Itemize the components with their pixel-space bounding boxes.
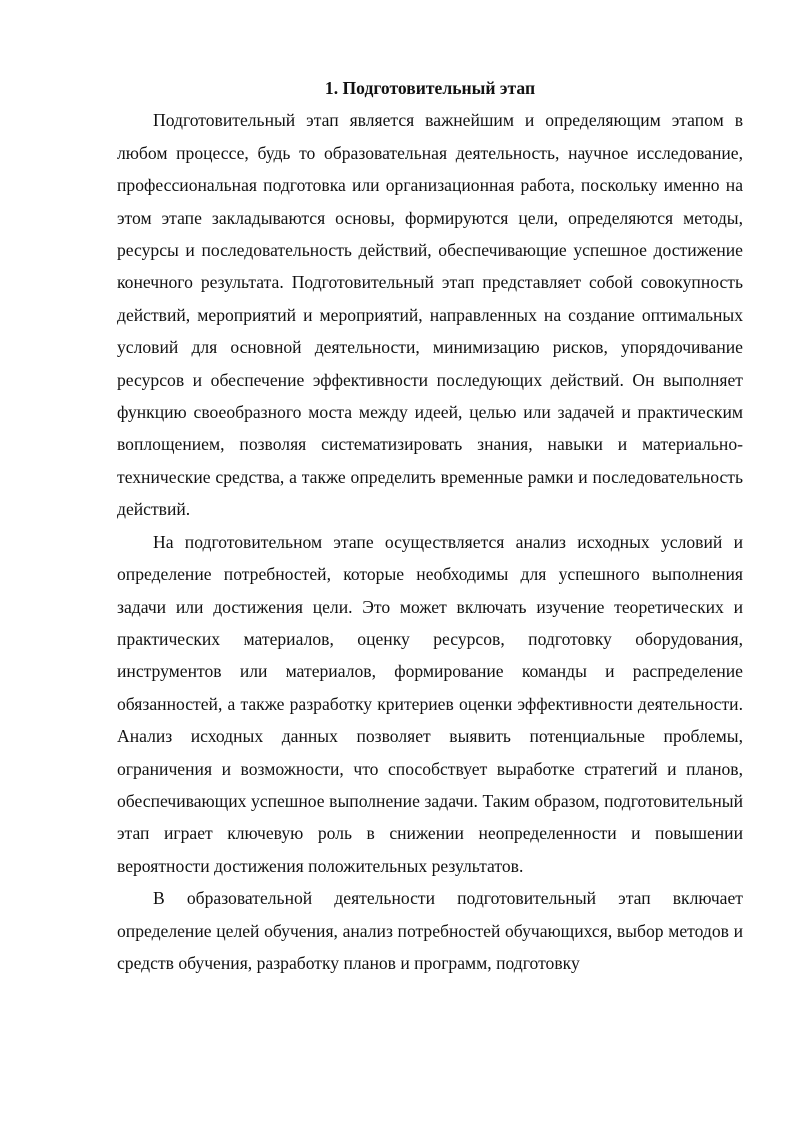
paragraph-1: Подготовительный этап является важнейшим и определяющим этапом в любом процессе, будь то образовательная деятельность, научное исследование, профессиональная подготовка или организационная работа, поскольку именно на этом этапе закладываются основы, формируются цели, определяются методы, ресурсы и последовательность действий, обеспечивающие успешное достижение конечного результата. Подготовительный этап представляет собой совокупность действий, мероприятий и мероприятий, направленных на создание оптимальных условий для основной деятельности, минимизацию рисков, упорядочивание ресурсов и обеспечение эффективности последующих действий. Он выполняет функцию своеобразного моста между идеей, целью или задачей и практическим воплощением, позволяя систематизировать знания, навыки и материально-технические средства, а также определить временные рамки и последовательность действий.: [117, 110, 743, 520]
document-body: [117, 72, 743, 979]
paragraph-3: В образовательной деятельности подготовительный этап включает определение целей обучения, анализ потребностей обучающихся, выбор методов и средств обучения, разработку планов и программ, подготовку: [117, 888, 743, 973]
paragraph-2: На подготовительном этапе осуществляется анализ исходных условий и определение потребностей, которые необходимы для успешного выполнения задачи или достижения цели. Это может включать изучение теоретических и практических материалов, оценку ресурсов, подготовку оборудования, инструментов или материалов, формирование команды и распределение обязанностей, а также разработку критериев оценки эффективности деятельности. Анализ исходных данных позволяет выявить потенциальные проблемы, ограничения и возможности, что способствует выработке стратегий и планов, обеспечивающих успешное выполнение задачи. Таким образом, подготовительный этап играет ключевую роль в снижении неопределенности и повышении вероятности достижения положительных результатов.: [117, 531, 743, 876]
section-heading: 1. Подготовительный этап: [324, 78, 536, 98]
